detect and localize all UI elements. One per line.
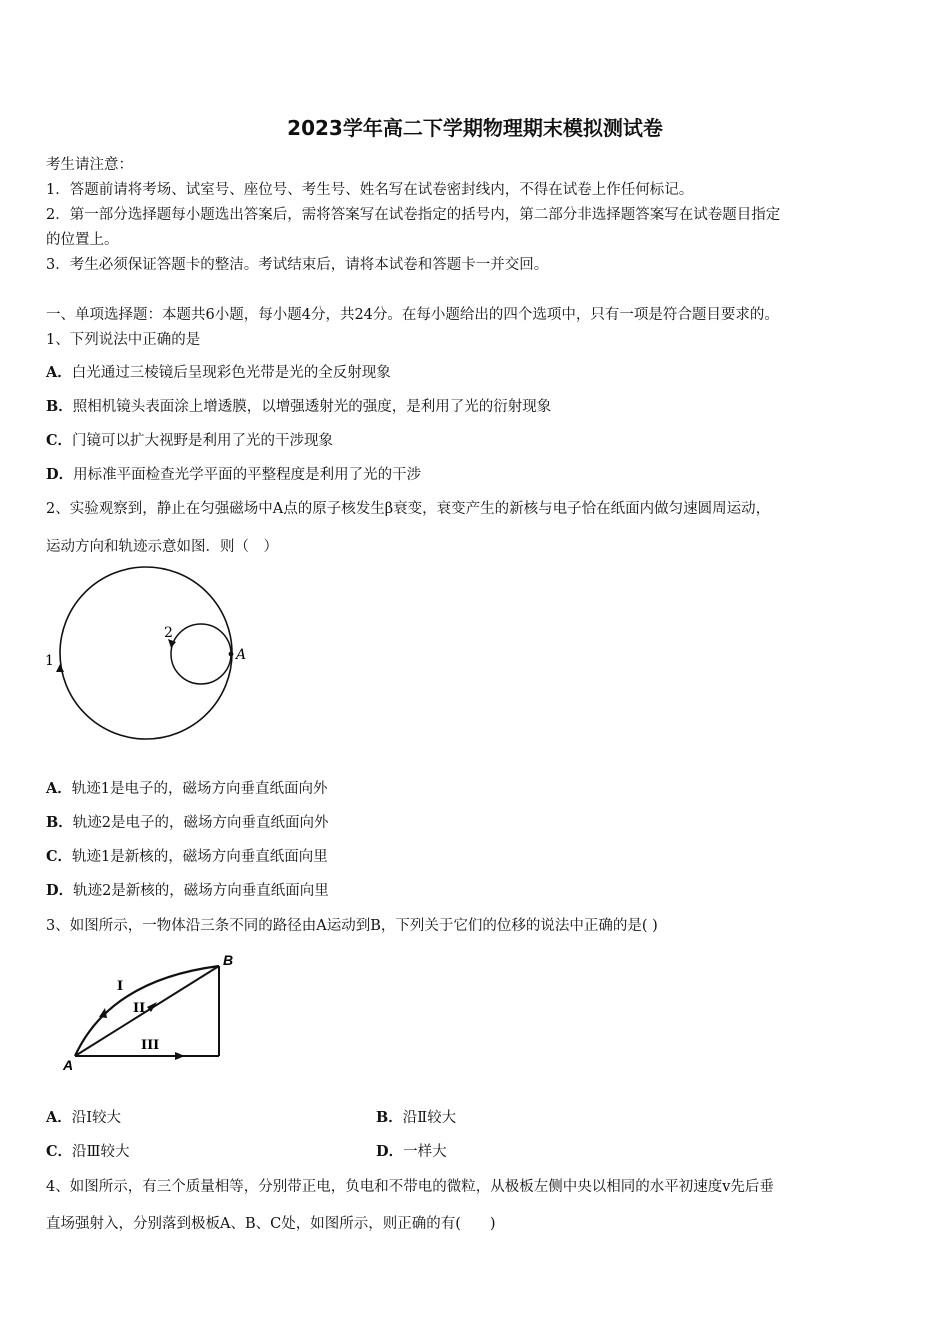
trajectory-2-circle [171,624,231,684]
option-label: A． [46,364,72,381]
q2-stem-line1: 2、实验观察到，静止在匀强磁场中A点的原子核发生β衰变，衰变产生的新核与电子恰在纸面内做匀速圆周运动， [46,501,771,517]
option-label: B． [46,398,73,415]
q3-option-a [46,1106,121,1127]
q2-option-d [46,879,329,900]
path-i-arrow [99,1008,107,1018]
trajectory-1-circle [60,567,232,739]
page-title: 2023学年高二下学期物理期末模拟测试卷 [287,116,663,140]
trajectory-2-label: 2 [164,625,173,641]
option-label: D． [46,882,74,899]
q4-stem-line2: 直场强射入，分别落到极板A、B、C处，如图所示，则正确的有( ) [46,1216,496,1232]
path-iii-label: III [141,1038,160,1053]
option-text: 沿Ⅰ较大 [71,1110,121,1126]
option-label: D． [376,1143,404,1160]
path-iii-arrow [175,1052,185,1060]
option-label: C． [46,1143,73,1160]
option-label: A． [46,1109,72,1126]
q2-option-a [46,777,328,798]
point-a-dot [229,652,234,657]
q1-option-a [46,361,391,382]
option-text: 白光通过三棱镜后呈现彩色光带是光的全反射现象 [71,365,391,381]
option-text: 轨迹2是电子的，磁场方向垂直纸面向外 [72,815,329,831]
q2-option-b [46,811,329,832]
q4-stem-line1: 4、如图所示，有三个质量相等，分别带正电，负电和不带电的微粒，从极板左侧中央以相同的水平初速度v先后垂 [46,1179,774,1195]
option-text: 门镜可以扩大视野是利用了光的干涉现象 [72,433,334,449]
point-a-label: A [236,647,247,663]
option-text: 轨迹2是新核的，磁场方向垂直纸面向里 [73,883,329,899]
notice-item-1: 1．答题前请将考场、试室号、座位号、考生号、姓名写在试卷密封线内，不得在试卷上作任何标记。 [46,182,694,198]
q1-option-d [46,463,421,484]
notice-item-2: 2．第一部分选择题每小题选出答案后，需将答案写在试卷指定的括号内，第二部分非选择题答案写在试卷题目指定 [46,207,781,223]
q1-stem: 1、下列说法中正确的是 [46,332,201,348]
path-i-label: I [117,979,124,994]
option-label: C． [46,432,73,449]
notice-heading: 考生请注意： [46,157,133,173]
q2-option-c [46,845,328,866]
path-ii-label: II [133,1001,146,1016]
option-text: 沿Ⅲ较大 [72,1144,130,1160]
option-label: B． [46,814,73,831]
option-label: B． [376,1109,403,1126]
option-text: 沿Ⅱ较大 [402,1110,457,1126]
point-b-label: B [223,952,234,968]
q2-trajectory-figure [40,562,260,747]
option-label: C． [46,848,73,865]
trajectory-1-arrow [56,664,64,672]
q3-option-d [376,1140,447,1161]
q3-option-c [46,1140,130,1161]
notice-item-2-cont: 的位置上。 [46,232,119,248]
option-label: D． [46,466,74,483]
q1-option-b [46,395,551,416]
point-a-label: A [63,1057,74,1073]
option-text: 用标准平面检查光学平面的平整程度是利用了光的干涉 [73,467,422,483]
q3-stem: 3、如图所示，一物体沿三条不同的路径由A运动到B，下列关于它们的位移的说法中正确的是( ) [46,918,658,934]
option-label: A． [46,780,72,797]
q3-paths-figure [55,950,255,1075]
q3-option-b [376,1106,456,1127]
trajectory-1-label: 1 [45,653,54,669]
section-1-heading: 一、单项选择题：本题共6小题，每小题4分，共24分。在每小题给出的四个选项中，只有一项是符合题目要求的。 [46,307,779,323]
option-text: 轨迹1是新核的，磁场方向垂直纸面向里 [72,849,328,865]
q1-option-c [46,429,333,450]
option-text: 轨迹1是电子的，磁场方向垂直纸面向外 [71,781,328,797]
option-text: 照相机镜头表面涂上增透膜，以增强透射光的强度，是利用了光的衍射现象 [72,399,552,415]
option-text: 一样大 [403,1144,447,1160]
notice-item-3: 3．考生必须保证答题卡的整洁。考试结束后，请将本试卷和答题卡一并交回。 [46,257,549,273]
q2-stem-line2: 运动方向和轨迹示意如图．则（ ） [46,539,278,555]
